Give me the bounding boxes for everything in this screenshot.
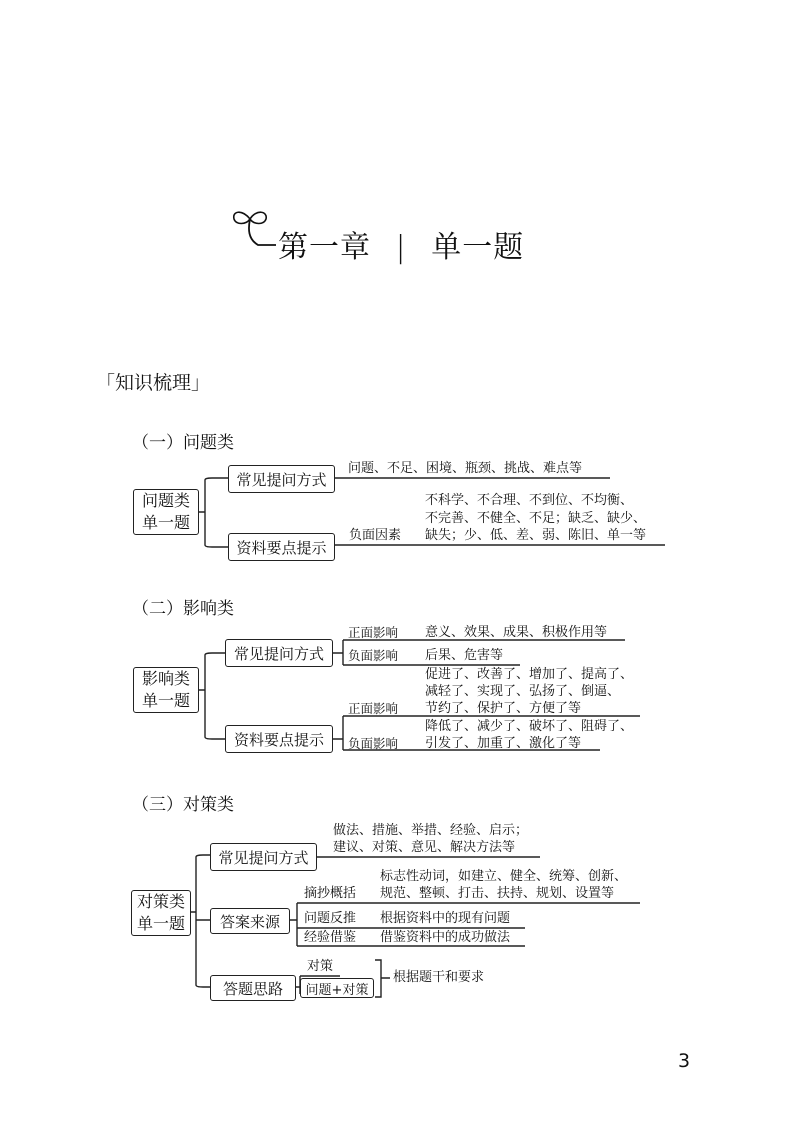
part3-branch1-line1: 做法、措施、举措、经验、启示； [333,823,529,838]
part3-branch1-line2: 建议、对策、意见、解决方法等 [333,840,516,855]
part2-b2-neg-label: 负面影响 [348,736,399,751]
part3-heading: （三）对策类 [132,795,234,815]
part3-b3-note: 根据题干和要求 [393,970,485,985]
chapter-title: 第一章 | 单一题 [278,230,525,265]
part1-branch1-text: 问题、不足、困境、瓶颈、挑战、难点等 [348,461,583,476]
part1-branch2: 资料要点提示 [228,533,335,561]
part1-branch2-line1: 不科学、不合理、不到位、不均衡、 [425,493,634,508]
part3-b3-item2: 问题+对策 [300,978,374,998]
page-number: 3 [678,1050,691,1072]
part3-b2-item3-text: 借鉴资料中的成功做法 [380,930,511,945]
part3-b3-item1: 对策 [307,959,334,974]
part2-b1-neg-text: 后果、危害等 [425,648,504,663]
part3-b2-item1-line2: 规范、整顿、打击、扶持、规划、设置等 [380,886,615,901]
part2-heading: （二）影响类 [132,599,234,619]
part2-b2-neg-line2: 引发了、加重了、激化了等 [425,736,582,751]
part3-branch2: 答案来源 [210,908,290,934]
part2-b1-pos-text: 意义、效果、成果、积极作用等 [425,625,608,640]
part2-b2-pos-label: 正面影响 [348,701,399,716]
part1-branch2-line2: 不完善、不健全、不足；缺乏、缺少、 [425,511,647,526]
part2-b1-neg-label: 负面影响 [348,648,399,663]
part3-branch1: 常见提问方式 [210,843,317,871]
part2-b2-pos-line1: 促进了、改善了、增加了、提高了、 [425,667,634,682]
part1-branch1: 常见提问方式 [228,465,335,493]
part1-root: 问题类 单一题 [133,489,199,535]
part3-b2-item1-line1: 标志性动词，如建立、健全、统筹、创新、 [380,869,628,884]
part1-branch2-line3: 缺失；少、低、差、弱、陈旧、单一等 [425,528,647,543]
part2-b1-pos-label: 正面影响 [348,625,399,640]
part3-b2-item2-label: 问题反推 [304,911,357,926]
part3-b2-item2-text: 根据资料中的现有问题 [380,911,511,926]
section-title: 「知识梳理」 [96,372,211,394]
part3-b2-item3-label: 经验借鉴 [304,930,357,945]
part3-root: 对策类 单一题 [131,890,191,936]
part2-branch2: 资料要点提示 [225,725,333,753]
part3-branch3: 答题思路 [210,975,296,1001]
part3-b2-item1-label: 摘抄概括 [304,886,357,901]
part1-heading: （一）问题类 [132,433,234,453]
part2-b2-pos-line3: 节约了、保护了、方便了等 [425,701,582,716]
part2-branch1: 常见提问方式 [225,639,333,667]
part1-branch2-label: 负面因素 [349,528,402,543]
part2-root: 影响类 单一题 [133,667,199,713]
part2-b2-pos-line2: 减轻了、实现了、弘扬了、倒逼、 [425,684,621,699]
part2-b2-neg-line1: 降低了、减少了、破坏了、阻碍了、 [425,719,634,734]
